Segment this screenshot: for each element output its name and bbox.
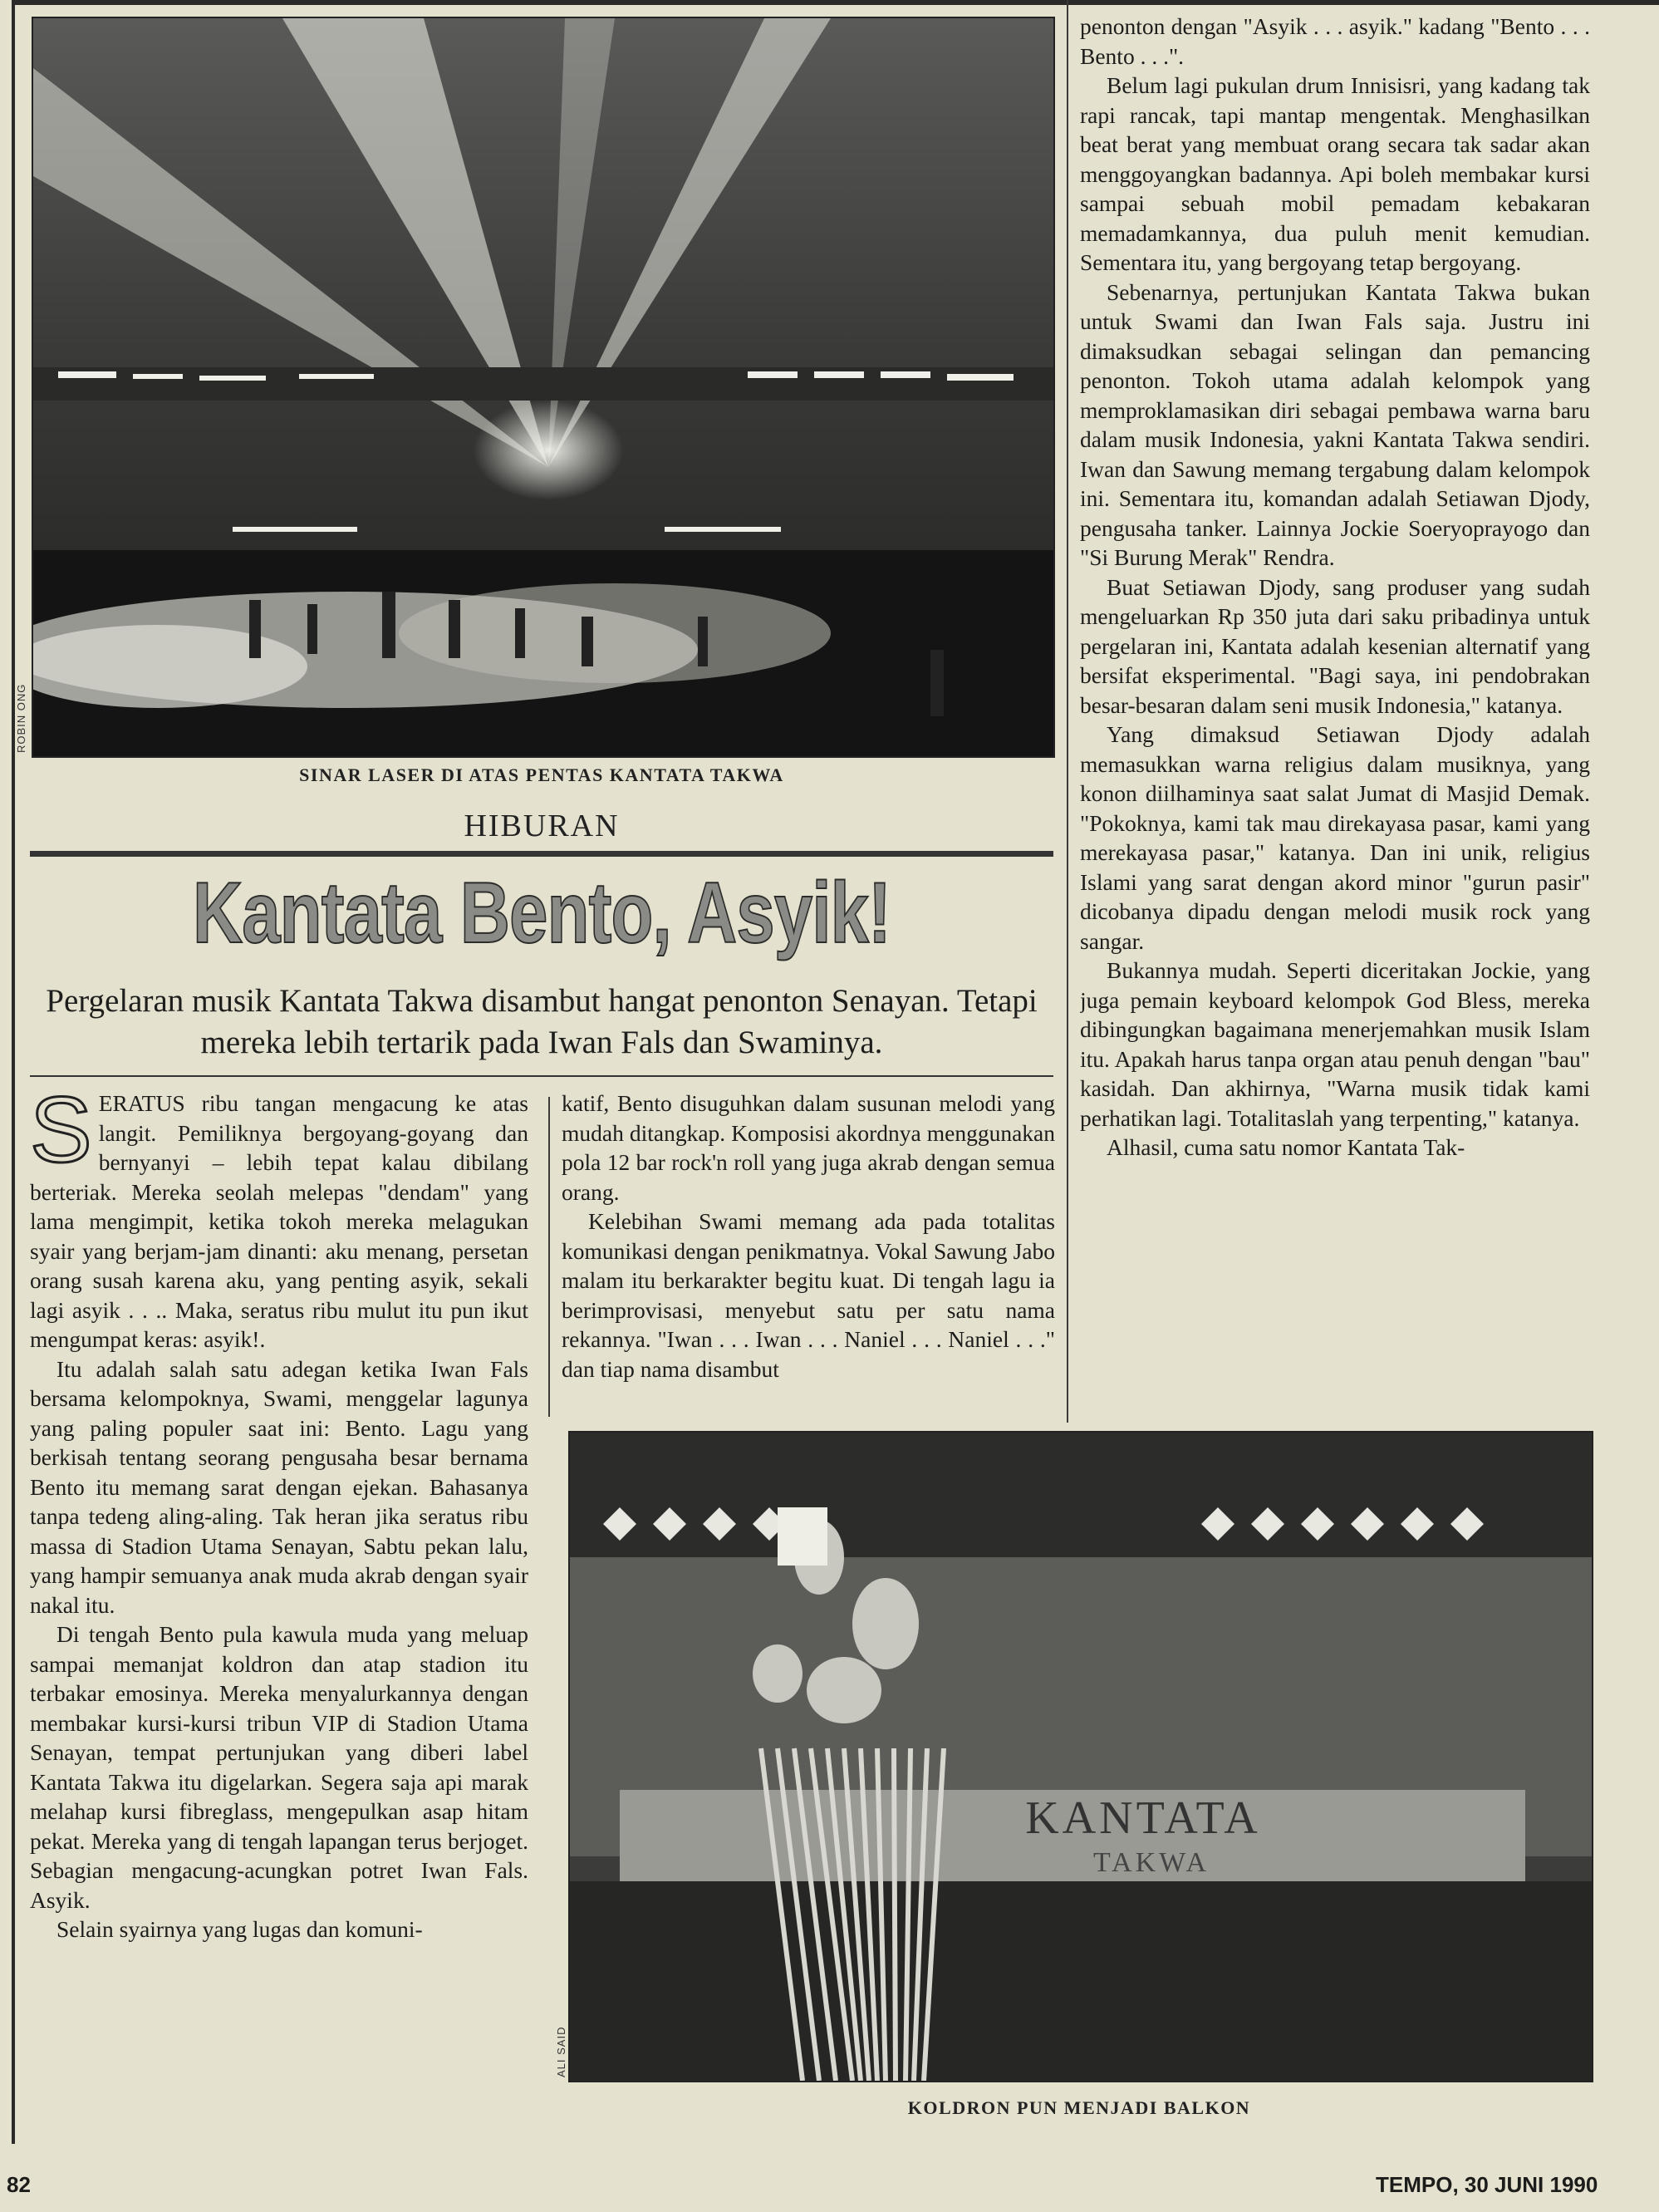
banner-kantata: KANTATA <box>1025 1792 1261 1844</box>
laser-photo-image <box>33 18 1053 756</box>
issue-line: TEMPO, 30 JUNI 1990 <box>1376 2172 1598 2197</box>
bottom-photo-credit: ALI SAID <box>555 2026 567 2077</box>
top-rule <box>12 0 1659 5</box>
koldron-photo-image <box>570 1433 1592 2081</box>
article-column-1 <box>30 1089 528 2146</box>
laser-stage-photo <box>32 17 1055 758</box>
article-paragraph: katif, Bento disuguhkan dalam susunan melodi yang mudah ditangkap. Komposisi akordnya menggunakan pola 12 bar rock'n roll yang juga akrab dengan semua orang. <box>562 1090 1055 1205</box>
article-paragraph: SERATUS ribu tangan mengacung ke atas langit. Pemiliknya bergoyang-goyang dan bernyanyi – lebih tepat kalau dibilang berteriak. Mereka seolah melepas "dendam" yang lama mengimpit, ketika tokoh mereka melagukan syair yang berjam-jam dinanti: aku menang, persetan orang susah karena aku, yang penting asyik, sekali lagi asyik . . .. Maka, seratus ribu mulut itu pun ikut mengumpat keras: asyik!. <box>30 1089 528 1352</box>
article-paragraph: Alhasil, cuma satu nomor Kantata Tak- <box>1107 1134 1465 1160</box>
article-paragraph: Itu adalah salah satu adegan ketika Iwan Fals bersama kelompoknya, Swami, menggelar lagunya yang paling populer saat ini: Bento. Lagu yang berkisah tentang seorang pengusaha besar bernama Bento itu memang sarat dengan ejekan. Bahasanya tanpa tedeng aling-aling. Tak heran jika seratus ribu massa di Stadion Utama Senayan, Sabtu pekan lalu, yang hampir semuanya anak muda akrab dengan syair nakal itu. <box>30 1355 528 1618</box>
column-rule-right <box>1067 0 1068 1423</box>
koldron-crowd-photo <box>568 1431 1593 2082</box>
top-photo-credit: ROBIN ONG <box>15 683 27 753</box>
column-rule-middle <box>548 1097 550 1417</box>
section-label: HIBURAN <box>464 809 620 843</box>
deck-rule <box>30 1075 1053 1077</box>
article-paragraph: Sebenarnya, pertunjukan Kantata Takwa bukan untuk Swami dan Iwan Fals saja. Justru ini dimaksudkan sebagai selingan dan pemancing penonton. Tokoh utama adalah kelompok yang memproklamasikan diri sebagai pembawa warna baru dalam musik Indonesia, yakni Kantata Takwa sendiri. Iwan dan Sawung memang tergabung dalam kelompok ini. Sementara itu, komandan adalah Setiawan Djody, pengusaha tanker. Lainnya Jockie Soeryoprayogo dan "Si Burung Merak" Rendra. <box>1080 278 1590 570</box>
article-paragraph: Yang dimaksud Setiawan Djody adalah memasukkan warna religius dalam musiknya, yang konon diilhaminya saat salat Jumat di Masjid Demak. "Pokoknya, kami tak mau direkayasa pasar, kami yang merekayasa pasar," katanya. Dan ini unik, religius Islami yang sarat dengan akord minor "gurun pasir" dicobanya dipadu dengan melodi musik rock yang sangar. <box>1080 721 1590 954</box>
page-number: 82 <box>7 2172 31 2197</box>
left-edge-rule <box>12 0 15 2144</box>
drop-cap: S <box>30 1089 92 1182</box>
deck: Pergelaran musik Kantata Takwa disambut hangat penonton Senayan. Tetapi mereka lebih tertarik pada Iwan Fals dan Swaminya. <box>46 983 1038 1060</box>
article-paragraph: Di tengah Bento pula kawula muda yang meluap sampai memanjat koldron dan atap stadion itu terbakar emosinya. Mereka menyalurkannya dengan membakar kursi-kursi tribun VIP di Stadion Utama Senayan, tempat pertunjukan yang diberi label Kantata Takwa itu digelarkan. Segera saja api marak melahap kursi fibreglass, mengepulkan asap hitam pekat. Mereka yang di tengah lapangan terus berjoget. Sebagian mengacung-acungkan potret Iwan Fals. Asyik. <box>30 1621 528 1913</box>
article-paragraph: penonton dengan "Asyik . . . asyik." kadang "Bento . . . Bento . . .". <box>1080 13 1590 69</box>
article-paragraph: Selain syairnya yang lugas dan komuni- <box>56 1916 423 1942</box>
banner-takwa: TAKWA <box>1092 1847 1210 1878</box>
article-paragraph: Belum lagi pukulan drum Innisisri, yang kadang tak rapi rancak, tapi mantap mengentak. Menghasilkan beat berat yang membuat orang secara tak sadar akan menggoyangkan badannya. Api boleh membakar kursi sampai sebuah mobil pemadam kebakaran memadamkannya, dua puluh menit kemudian. Sementara itu, yang bergoyang tetap bergoyang. <box>1080 72 1590 275</box>
article-column-3 <box>1080 12 1590 1419</box>
article-paragraph: Buat Setiawan Djody, sang produser yang sudah mengeluarkan Rp 350 juta dari saku pribadinya untuk pergelaran ini, Kantata adalah kesenian alternatif yang bersifat eksperimental. "Bagi saya, ini pendobrakan besar-besaran dalam seni musik Indonesia," katanya. <box>1080 573 1590 718</box>
article-paragraph: Bukannya mudah. Seperti diceritakan Jockie, yang juga pemain keyboard kelompok God Bless, mereka dibingungkan bagaimana menerjemahkan musik Islam itu. Apakah harus tanpa organ atau penuh dengan "bau" kasidah. Dan akhirnya, "Warna musik tidak kami perhatikan lagi. Totalitaslah yang terpenting," katanya. <box>1080 957 1590 1131</box>
headline: Kantata Bento, Asyik! <box>192 865 891 961</box>
article-column-2 <box>562 1089 1055 1418</box>
article-paragraph: Kelebihan Swami memang ada pada totalitas komunikasi dengan penikmatnya. Vokal Sawung Jabo malam itu berkarakter begitu kuat. Di tengah lagu ia berimprovisasi, menyebut satu per satu nama rekannya. "Iwan . . . Iwan . . . Naniel . . . Naniel . . ." dan tiap nama disambut <box>562 1208 1055 1382</box>
section-rule <box>30 851 1053 857</box>
bottom-photo-caption: KOLDRON PUN MENJADI BALKON <box>907 2097 1251 2118</box>
top-photo-caption: SINAR LASER DI ATAS PENTAS KANTATA TAKWA <box>299 764 784 785</box>
